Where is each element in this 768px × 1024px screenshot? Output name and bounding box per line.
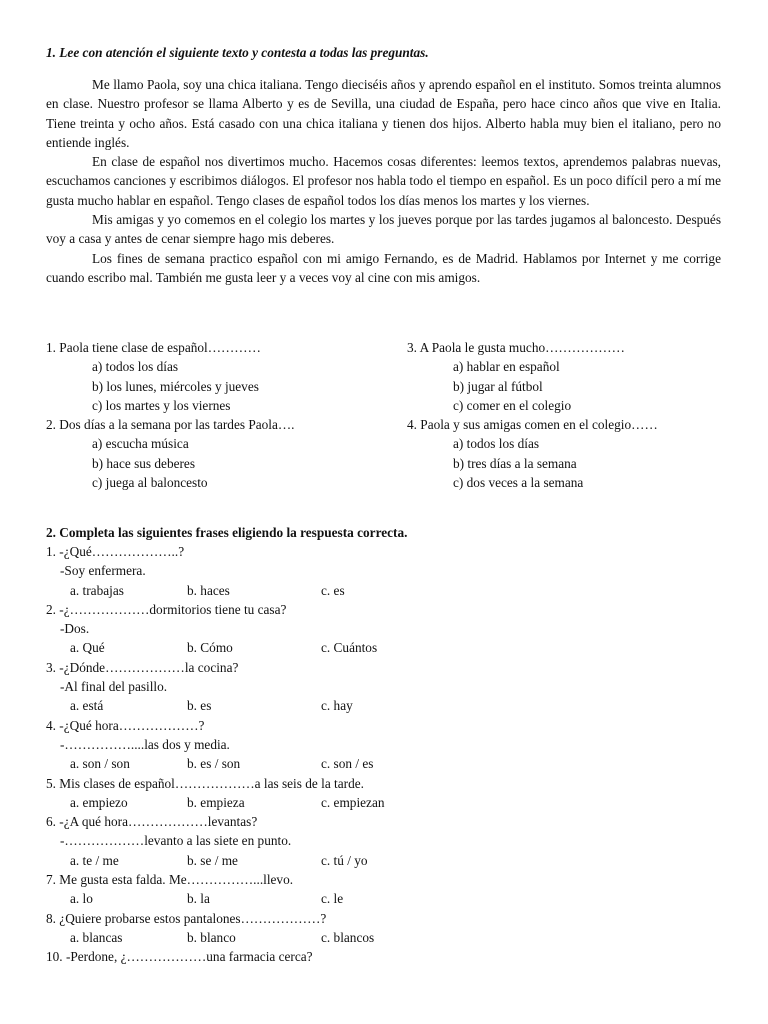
exercise-response: -Al final del pasillo. (60, 679, 168, 695)
section2-title: 2. Completa las siguientes frases eligiendo la respuesta correcta. (46, 525, 408, 540)
questions-left-column (46, 338, 386, 492)
exercise-option-b: b. se / me (187, 852, 238, 868)
exercise-option-c: c. blancos (321, 929, 375, 945)
exercise-options (46, 581, 726, 600)
exercise-options (46, 851, 726, 870)
reading-paragraph: Mis amigas y yo comemos en el colegio los martes y los jueves porque por las tardes jugamos al baloncesto. Después voy a casa y antes de cenar siempre hago mis deberes. (46, 212, 721, 247)
exercise-response: -Dos. (60, 621, 90, 637)
exercise-response: -……………....las dos y media. (60, 736, 230, 752)
exercise-question: 8. ¿Quiere probarse estos pantalones………………? (46, 910, 327, 926)
reading-paragraph: En clase de español nos divertimos mucho. Hacemos cosas diferentes: leemos textos, aprendemos palabras nuevas, escuchamos canciones y escribimos diálogos. El profesor nos habla todo el tiempo en español. Es un poco difícil pero a mí me gusta mucho hablar en español. Tengo clases de español todos los días menos los martes y los viernes. (46, 154, 721, 208)
exercise-response: -Soy enfermera. (60, 563, 146, 579)
exercise-option-a: a. son / son (70, 756, 130, 772)
exercise-option-a: a. Qué (70, 640, 105, 656)
answer-option: c) los martes y los viernes (92, 397, 231, 413)
exercise-option-a: a. blancas (70, 929, 123, 945)
exercise-option-b: b. empieza (187, 794, 245, 810)
exercise-option-c: c. le (321, 891, 344, 907)
exercise-option-b: b. Cómo (187, 640, 233, 656)
exercise-option-b: b. blanco (187, 929, 236, 945)
exercise-option-b: b. haces (187, 582, 230, 598)
exercise-option-b: b. la (187, 891, 210, 907)
exercise-option-c: c. Cuántos (321, 640, 378, 656)
answer-option: c) comer en el colegio (453, 397, 572, 413)
answer-option: b) los lunes, miércoles y jueves (92, 378, 259, 394)
answer-option: a) todos los días (92, 359, 179, 375)
exercise-response: -………………levanto a las siete en punto. (60, 833, 292, 849)
exercise-option-a: a. lo (70, 891, 93, 907)
question-1: 1. Paola tiene clase de español………… (46, 340, 261, 355)
exercise-options (46, 696, 726, 715)
exercise-option-a: a. está (70, 698, 104, 714)
answer-option: b) tres días a la semana (453, 455, 577, 471)
answer-option: a) todos los días (453, 436, 540, 452)
exercise-question: 3. -¿Dónde………………la cocina? (46, 659, 239, 675)
question-2: 2. Dos días a la semana por las tardes Paola…. (46, 417, 295, 433)
exercise-question: 6. -¿A qué hora………………levantas? (46, 814, 258, 830)
exercise-options (46, 638, 726, 657)
reading-paragraph: Me llamo Paola, soy una chica italiana. Tengo dieciséis años y aprendo español en el instituto. Somos treinta alumnos en clase. Nuestro profesor se llama Alberto y es de Sevilla, una ciudad de España, pero hace cinco años que vive en Italia. Tiene treinta y ocho años. Está casado con una chica italiana y tienen dos hijos. Alberto habla muy bien el italiano, pero no entiende inglés. (46, 77, 721, 150)
answer-option: b) jugar al fútbol (453, 378, 543, 394)
section1-title: 1. Lee con atención el siguiente texto y contesta a todas las preguntas. (46, 45, 429, 60)
questions-right-column (407, 338, 737, 492)
exercise-options (46, 754, 726, 773)
reading-text (46, 75, 721, 287)
exercise-option-c: c. tú / yo (321, 852, 368, 868)
exercise-options (46, 928, 726, 947)
answer-option: b) hace sus deberes (92, 455, 196, 471)
exercise-question: 4. -¿Qué hora………………? (46, 717, 205, 733)
exercise-option-a: a. te / me (70, 852, 119, 868)
reading-paragraph: Los fines de semana practico español con mi amigo Fernando, es de Madrid. Hablamos por Internet y me corrige cuando escribo mal. También me gusta leer y a veces voy al cine con mis amigos. (46, 250, 721, 285)
exercise-question: 2. -¿………………dormitorios tiene tu casa? (46, 601, 287, 617)
exercise-option-b: b. es / son (187, 756, 241, 772)
exercise-option-c: c. es (321, 582, 345, 598)
exercise-question: 1. -¿Qué………………..? (46, 544, 185, 559)
answer-option: c) juega al baloncesto (92, 475, 208, 491)
question-3: 3. A Paola le gusta mucho……………… (407, 340, 625, 355)
exercise-option-c: c. hay (321, 698, 353, 714)
exercise-options (46, 889, 726, 908)
answer-option: a) escucha música (92, 436, 189, 452)
exercise-question: 5. Mis clases de español………………a las seis de la tarde. (46, 775, 364, 791)
answer-option: c) dos veces a la semana (453, 475, 584, 491)
exercise-option-c: c. empiezan (321, 794, 385, 810)
exercise-option-b: b. es (187, 698, 212, 714)
exercise-list (46, 542, 726, 967)
question-4: 4. Paola y sus amigas comen en el colegio…… (407, 417, 658, 433)
exercise-question: 10. -Perdone, ¿………………una farmacia cerca? (46, 949, 313, 965)
exercise-option-a: a. trabajas (70, 582, 124, 598)
exercise-options (46, 793, 726, 812)
exercise-option-a: a. empiezo (70, 794, 128, 810)
answer-option: a) hablar en español (453, 359, 560, 375)
exercise-question: 7. Me gusta esta falda. Me……………...llevo. (46, 872, 294, 888)
exercise-option-c: c. son / es (321, 756, 374, 772)
